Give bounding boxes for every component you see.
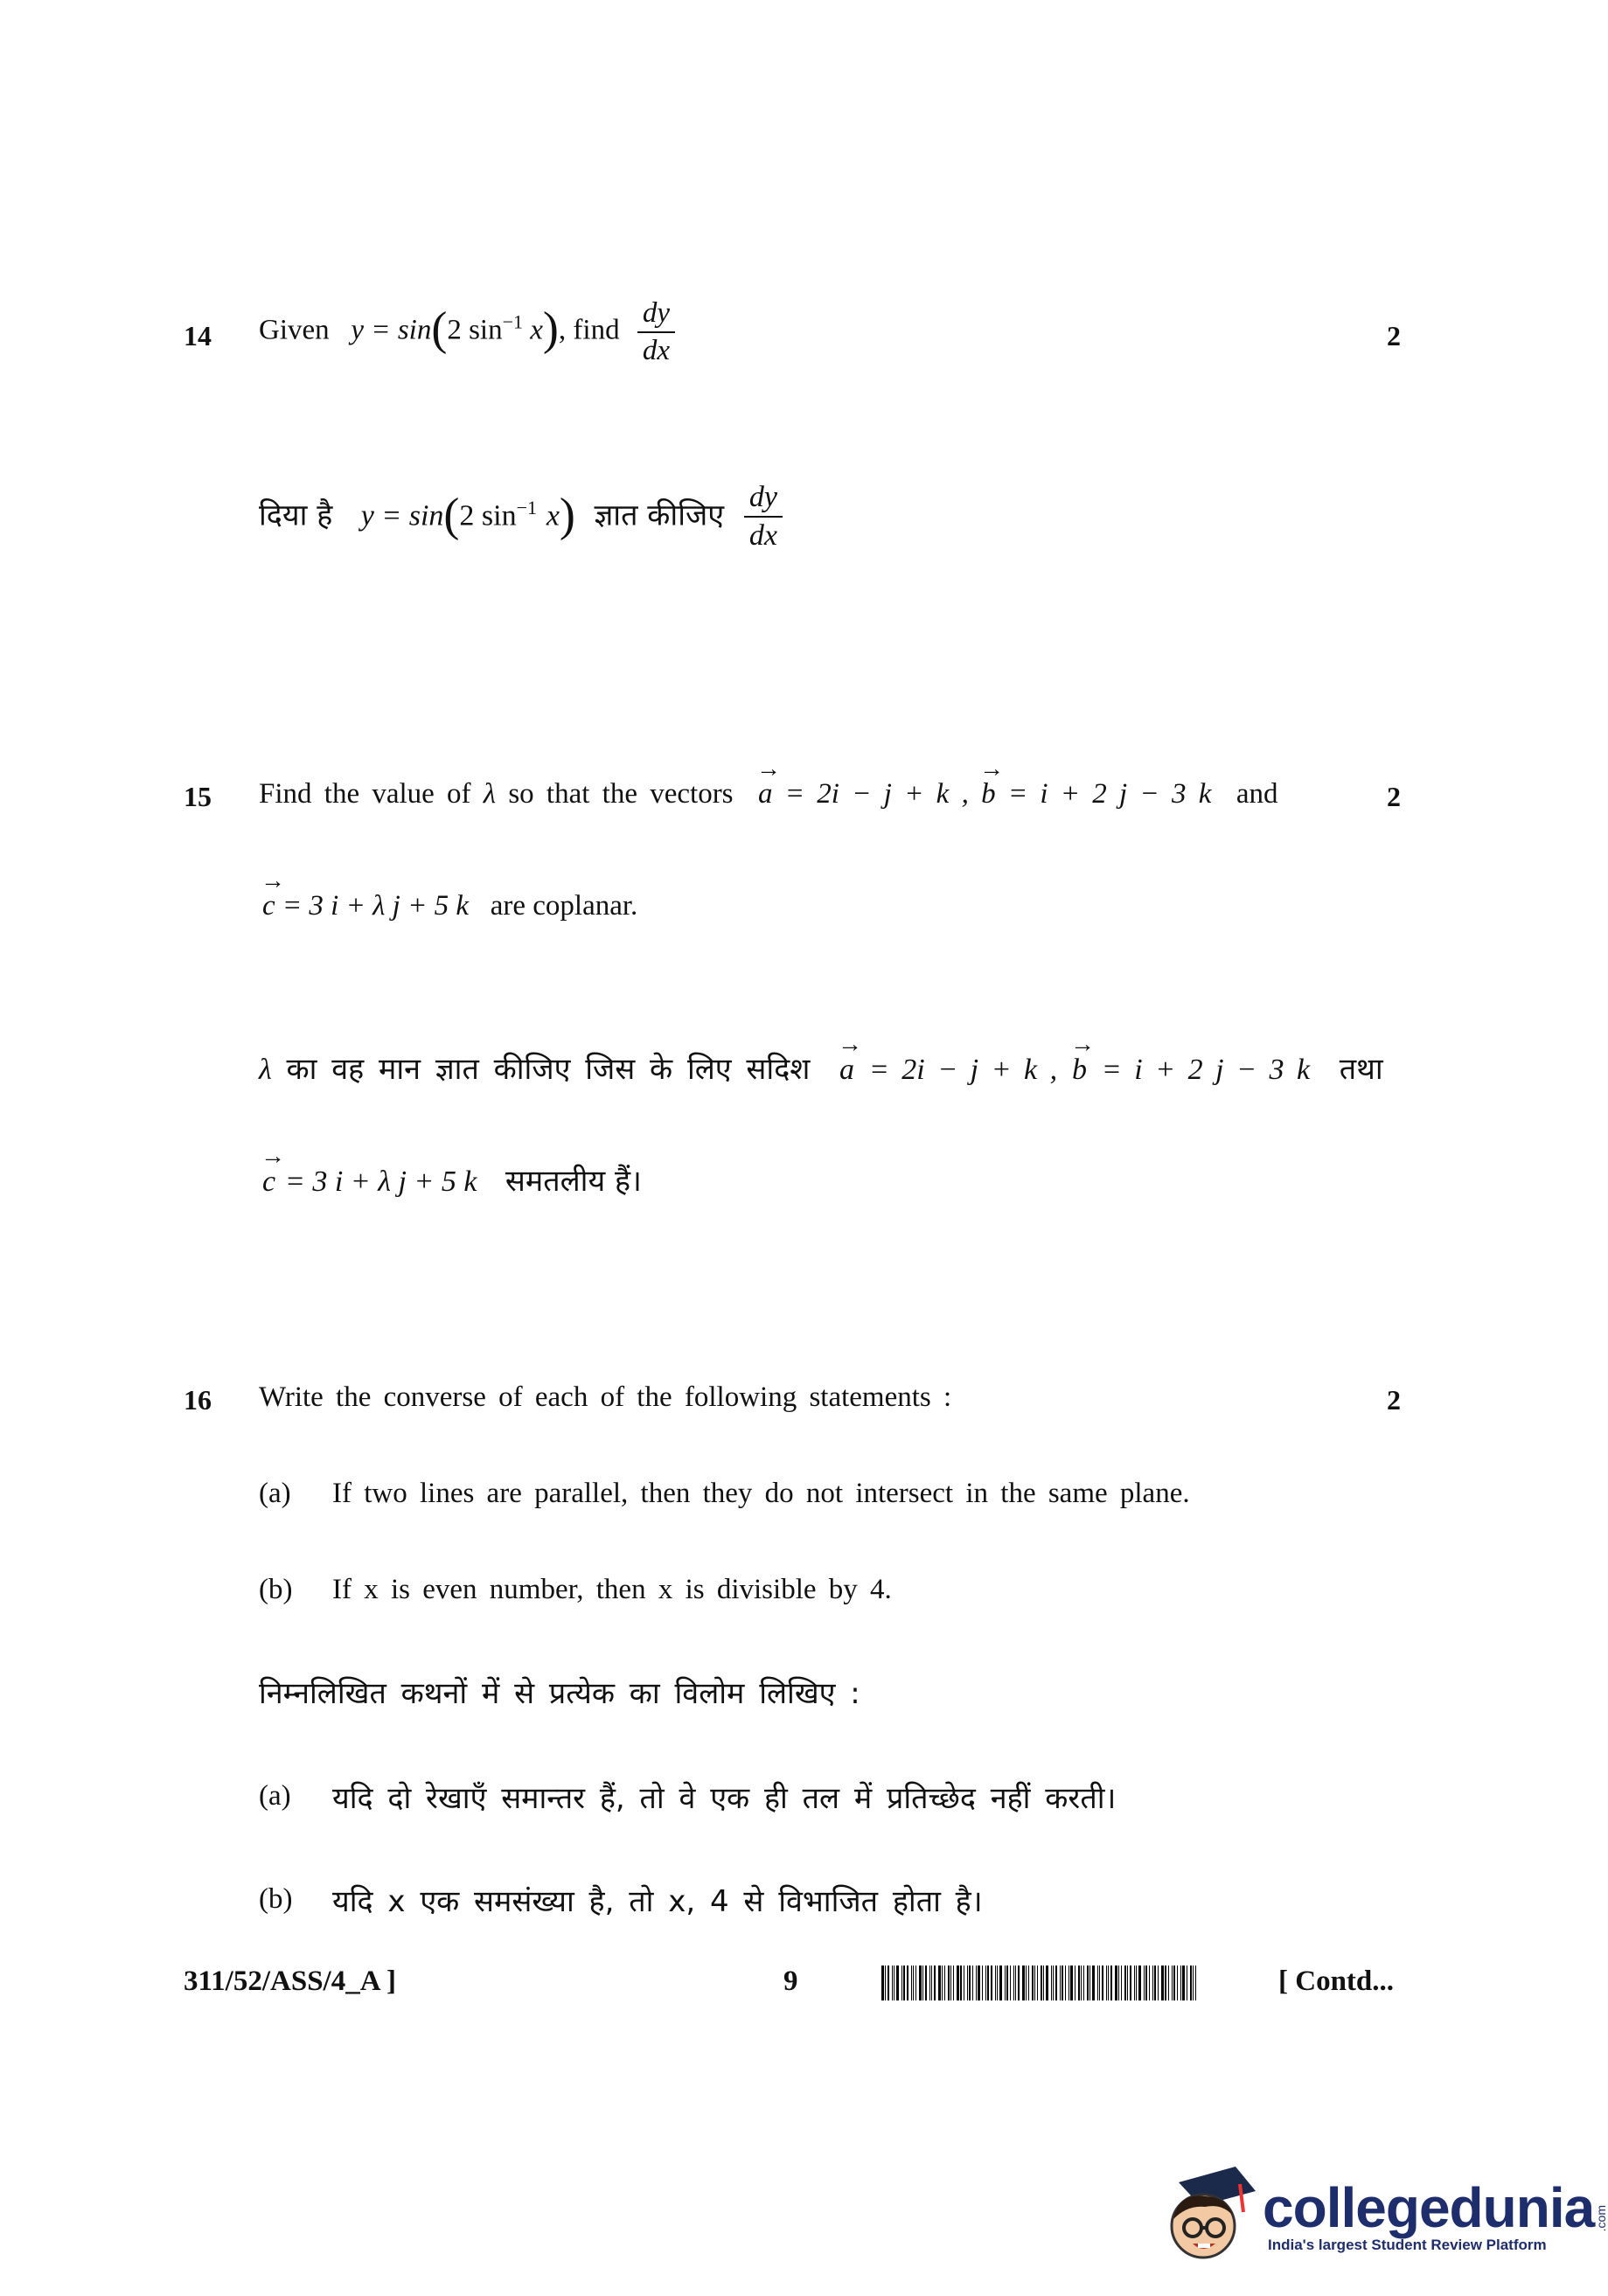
q14-find: , find	[558, 314, 620, 346]
barcode-bar	[942, 1966, 943, 2000]
barcode-bar	[1121, 1966, 1122, 2000]
barcode-bar	[925, 1966, 927, 2000]
barcode-bar	[957, 1966, 959, 2000]
barcode-bar	[903, 1966, 905, 2000]
barcode-bar	[997, 1966, 998, 2000]
barcode-bar	[950, 1966, 951, 2000]
q16-hi-b-label: (b)	[259, 1883, 293, 1915]
barcode-bar	[987, 1966, 989, 2000]
q14-derivative: $\frac{dy}{dx}$	[637, 297, 675, 367]
barcode-bar	[1041, 1966, 1042, 2000]
marks-15: 2	[1387, 781, 1401, 812]
barcode-bar	[1043, 1966, 1044, 2000]
vector-b-value: = i + 2 j − 3 k	[1007, 778, 1212, 810]
barcode-bar	[1108, 1966, 1109, 2000]
barcode-bar	[1177, 1966, 1178, 2000]
barcode-bar	[982, 1966, 983, 2000]
question-16-intro: Write the converse of each of the following statements :	[259, 1381, 952, 1413]
barcode-bar	[1180, 1966, 1181, 2000]
question-15-hindi-line1: λ का वह मान ज्ञात कीजिए जिस के लिए सदिश → a = 2i − j + k , → b = i + 2 j − 3 k तथा	[259, 1047, 1383, 1088]
barcode-bar	[999, 1966, 1002, 2000]
barcode-bar	[1053, 1966, 1054, 2000]
barcode-bar	[922, 1966, 923, 2000]
question-14-hindi: दिया है y = sin(2 $\sin^{-1} x$) ज्ञात कीजिए $\frac{dy}{dx}$	[259, 481, 783, 553]
barcode-bar	[881, 1966, 884, 2000]
barcode-bar	[934, 1966, 936, 2000]
vector-a-value: = 2i − j + k ,	[784, 778, 969, 810]
barcode-bar	[913, 1966, 914, 2000]
barcode-bar	[1118, 1966, 1119, 2000]
barcode-bar	[1110, 1966, 1112, 2000]
brand-name: collegedunia	[1263, 2176, 1595, 2239]
barcode-bar	[1195, 1966, 1196, 2000]
q16-hindi-intro: निम्नलिखित कथनों में से प्रत्येक का विलोम लिखिए :	[259, 1676, 860, 1711]
q14-hi-find: ज्ञात कीजिए	[594, 497, 725, 533]
barcode	[881, 1966, 1199, 2000]
q14-hi-prefix: दिया है	[259, 497, 333, 533]
barcode-bar	[911, 1966, 912, 2000]
q14-expr-var: x	[530, 314, 543, 346]
brand-tagline: India's largest Student Review Platform	[1268, 2237, 1547, 2253]
question-15-hindi-line2: → c = 3 i + λ j + 5 k समतलीय हैं।	[262, 1159, 642, 1200]
barcode-bar	[969, 1966, 971, 2000]
barcode-bar	[1182, 1966, 1185, 2000]
barcode-bar	[1005, 1966, 1006, 2000]
barcode-bar	[892, 1966, 893, 2000]
vector-b: → b	[981, 778, 996, 811]
barcode-bar	[896, 1966, 899, 2000]
barcode-bar	[1097, 1966, 1098, 2000]
barcode-bar	[948, 1966, 950, 2000]
barcode-bar	[1051, 1966, 1052, 2000]
barcode-bar	[976, 1966, 977, 2000]
barcode-bar	[1006, 1966, 1008, 2000]
barcode-bar	[1022, 1966, 1025, 2000]
barcode-bar	[1099, 1966, 1100, 2000]
barcode-bar	[1152, 1966, 1153, 2000]
barcode-bar	[885, 1966, 886, 2000]
barcode-bar	[1010, 1966, 1011, 2000]
barcode-bar	[953, 1966, 954, 2000]
question-number-15: 15	[184, 781, 212, 812]
q14-given: Given	[259, 314, 330, 346]
q16-hi-a-text: यदि दो रेखाएँ समान्तर हैं, तो वे एक ही तल में प्रतिच्छेद नहीं करती।	[332, 1781, 1117, 1816]
barcode-bar	[1015, 1966, 1016, 2000]
barcode-bar	[1083, 1966, 1084, 2000]
barcode-bar	[1161, 1966, 1164, 2000]
barcode-bar	[1173, 1966, 1175, 2000]
barcode-bar	[1026, 1966, 1027, 2000]
question-number-16: 16	[184, 1384, 212, 1416]
barcode-bar	[1089, 1966, 1090, 2000]
barcode-bar	[1168, 1966, 1169, 2000]
marks-16: 2	[1387, 1384, 1401, 1416]
barcode-bar	[972, 1966, 973, 2000]
barcode-bar	[967, 1966, 968, 2000]
barcode-bar	[1124, 1966, 1126, 2000]
barcode-bar	[901, 1966, 902, 2000]
barcode-bar	[1145, 1966, 1147, 2000]
barcode-bar	[1081, 1966, 1082, 2000]
barcode-bar	[1013, 1966, 1014, 2000]
barcode-bar	[929, 1966, 930, 2000]
barcode-bar	[1134, 1966, 1135, 2000]
question-14-english: Given y = sin(2 $\sin^{-1} x$), find $\frac{dy}{dx}$	[259, 297, 675, 367]
barcode-bar	[1062, 1966, 1063, 2000]
barcode-bar	[1060, 1966, 1061, 2000]
vector-c-value: = 3 i + λ j + 5 k	[282, 890, 469, 922]
q14-expr-sup: −1	[502, 310, 524, 333]
q16-en-a-text: If two lines are parallel, then they do not intersect in the same plane.	[332, 1478, 1190, 1509]
barcode-bar	[1127, 1966, 1128, 2000]
barcode-bar	[1018, 1966, 1020, 2000]
barcode-bar	[978, 1966, 980, 2000]
barcode-bar	[944, 1966, 945, 2000]
student-mascot-icon	[1152, 2158, 1257, 2272]
barcode-bar	[1037, 1966, 1038, 2000]
barcode-bar	[1172, 1966, 1173, 2000]
q16-en-b-label: (b)	[259, 1574, 293, 1605]
barcode-bar	[938, 1966, 941, 2000]
barcode-bar	[1032, 1966, 1034, 2000]
barcode-bar	[1078, 1966, 1080, 2000]
barcode-bar	[1115, 1966, 1117, 2000]
barcode-bar	[960, 1966, 962, 2000]
barcode-bar	[915, 1966, 916, 2000]
q14-hi-derivative: $\frac{dy}{dx}$	[744, 481, 783, 553]
barcode-bar	[991, 1966, 992, 2000]
q14-expr-lhs: y = sin	[351, 314, 432, 346]
barcode-bar	[1144, 1966, 1145, 2000]
page-number: 9	[783, 1966, 798, 1997]
question-number-14: 14	[184, 320, 212, 351]
q16-hi-a-label: (a)	[259, 1780, 291, 1812]
q16-en-a-label: (a)	[259, 1478, 291, 1509]
continued-label: [ Contd...	[1278, 1966, 1395, 1997]
q16-en-b-text: If x is even number, then x is divisible by 4.	[332, 1574, 892, 1605]
collegedunia-watermark	[1152, 2158, 1608, 2272]
barcode-bar	[931, 1966, 932, 2000]
barcode-bar	[1136, 1966, 1137, 2000]
barcode-bar	[985, 1966, 986, 2000]
vector-a: → a	[758, 778, 773, 811]
barcode-bar	[1138, 1966, 1141, 2000]
question-15-english-line1: Find the value of λ so that the vectors → a = 2i − j + k , → b = i + 2 j − 3 k and	[259, 778, 1278, 811]
paper-code: 311/52/ASS/4_A ]	[184, 1966, 396, 1997]
marks-14: 2	[1387, 320, 1401, 351]
barcode-bar	[1065, 1966, 1066, 2000]
barcode-bar	[1165, 1966, 1166, 2000]
barcode-bar	[1028, 1966, 1029, 2000]
question-15-english-line2: → c = 3 i + λ j + 5 k are coplanar.	[262, 890, 637, 922]
barcode-bar	[1190, 1966, 1192, 2000]
barcode-bar	[995, 1966, 996, 2000]
barcode-bar	[1106, 1966, 1107, 2000]
barcode-bar	[888, 1966, 889, 2000]
barcode-bar	[1087, 1966, 1089, 2000]
barcode-bar	[1034, 1966, 1035, 2000]
barcode-bar	[1149, 1966, 1150, 2000]
brand-suffix: .com	[1594, 2204, 1608, 2231]
barcode-bar	[1046, 1966, 1048, 2000]
barcode-bar	[907, 1966, 908, 2000]
barcode-bar	[1092, 1966, 1095, 2000]
barcode-bar	[919, 1966, 922, 2000]
barcode-bar	[1055, 1966, 1057, 2000]
q16-hi-b-text: यदि x एक समसंख्या है, तो x, 4 से विभाजित होता है।	[332, 1884, 983, 1919]
barcode-bar	[1070, 1966, 1073, 2000]
barcode-bar	[1130, 1966, 1131, 2000]
barcode-bar	[1154, 1966, 1156, 2000]
q14-expr-inner: 2 sin	[447, 314, 503, 346]
vector-c: → c	[262, 890, 275, 922]
barcode-bar	[1102, 1966, 1103, 2000]
barcode-bar	[1193, 1966, 1194, 2000]
barcode-bar	[1158, 1966, 1159, 2000]
